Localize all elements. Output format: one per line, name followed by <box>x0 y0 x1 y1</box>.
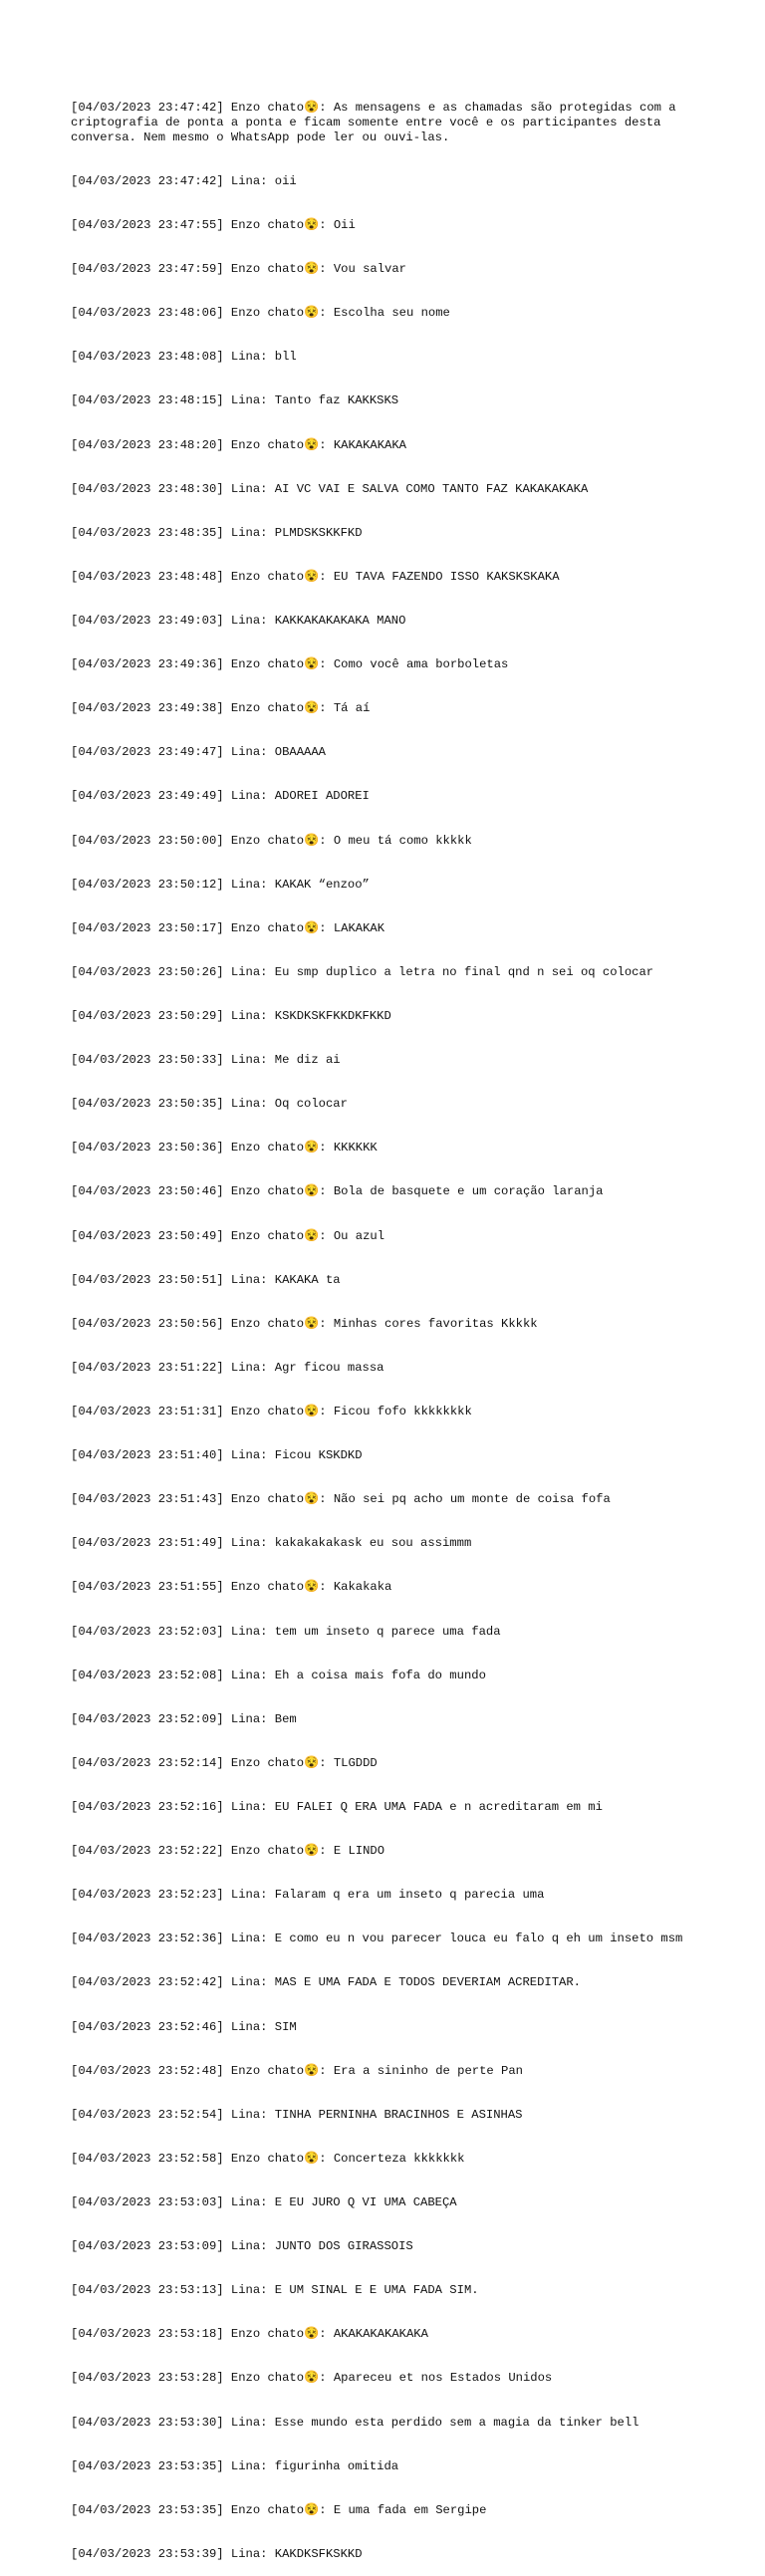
message-line: [04/03/2023 23:53:35] Lina: figurinha omitida <box>71 2458 399 2473</box>
message-line: [04/03/2023 23:51:40] Lina: Ficou KSKDKD <box>71 1448 363 1463</box>
message-line: [04/03/2023 23:50:29] Lina: KSKDKSKFKKDKFKKD <box>71 1009 391 1023</box>
message-line: [04/03/2023 23:52:36] Lina: E como eu n vou parecer louca eu falo q eh um inseto msm <box>71 1932 683 1946</box>
message-line: [04/03/2023 23:48:48] Enzo chato😵: EU TAVA FAZENDO ISSO KAKSKSKAKA <box>71 569 560 584</box>
message-line: [04/03/2023 23:50:35] Lina: Oq colocar <box>71 1097 348 1112</box>
message-line: [04/03/2023 23:49:03] Lina: KAKKAKAKAKAKA MANO <box>71 614 406 629</box>
message-line: [04/03/2023 23:53:09] Lina: JUNTO DOS GIRASSOIS <box>71 2239 413 2254</box>
message-line: [04/03/2023 23:52:14] Enzo chato😵: TLGDDD <box>71 1755 378 1770</box>
message-line: [04/03/2023 23:50:49] Enzo chato😵: Ou azul <box>71 1228 385 1243</box>
message-line: [04/03/2023 23:52:08] Lina: Eh a coisa mais fofa do mundo <box>71 1668 486 1682</box>
message-line: [04/03/2023 23:50:56] Enzo chato😵: Minhas cores favoritas Kkkkk <box>71 1316 538 1331</box>
message-line: [04/03/2023 23:49:47] Lina: OBAAAAA <box>71 745 326 760</box>
message-line: [04/03/2023 23:52:46] Lina: SIM <box>71 2019 297 2034</box>
message-line: [04/03/2023 23:53:13] Lina: E UM SINAL E E UMA FADA SIM. <box>71 2283 479 2298</box>
message-line: [04/03/2023 23:53:30] Lina: Esse mundo esta perdido sem a magia da tinker bell <box>71 2415 639 2430</box>
message-line: [04/03/2023 23:48:35] Lina: PLMDSKSKKFKD <box>71 525 363 540</box>
message-line: [04/03/2023 23:52:09] Lina: Bem <box>71 1711 297 1726</box>
message-line: [04/03/2023 23:48:30] Lina: AI VC VAI E SALVA COMO TANTO FAZ KAKAKAKAKA <box>71 481 589 496</box>
message-line: [04/03/2023 23:52:42] Lina: MAS E UMA FADA E TODOS DEVERIAM ACREDITAR. <box>71 1975 581 1990</box>
message-line: [04/03/2023 23:52:48] Enzo chato😵: Era a sininho de perte Pan <box>71 2063 523 2078</box>
message-line: [04/03/2023 23:51:55] Enzo chato😵: Kakakaka <box>71 1580 392 1595</box>
message-line: [04/03/2023 23:50:26] Lina: Eu smp duplico a letra no final qnd n sei oq colocar <box>71 964 654 979</box>
message-line: [04/03/2023 23:50:00] Enzo chato😵: O meu tá como kkkkk <box>71 833 472 848</box>
message-line: [04/03/2023 23:53:35] Enzo chato😵: E uma fada em Sergipe <box>71 2502 487 2517</box>
message-line: [04/03/2023 23:48:20] Enzo chato😵: KAKAKAKAKA <box>71 437 406 452</box>
message-line: [04/03/2023 23:50:46] Enzo chato😵: Bola de basquete e um coração laranja <box>71 1184 604 1199</box>
message-line: [04/03/2023 23:49:38] Enzo chato😵: Tá aí <box>71 701 371 716</box>
message-line: [04/03/2023 23:52:23] Lina: Falaram q era um inseto q parecia uma <box>71 1888 545 1903</box>
message-line: [04/03/2023 23:51:22] Lina: Agr ficou massa <box>71 1360 384 1375</box>
message-line: [04/03/2023 23:47:42] Enzo chato😵: As mensagens e as chamadas são protegidas com a criptografia de ponta a ponta e ficam somente entre você e os participantes desta conversa. Nem mesmo o WhatsApp pode ler ou ouvi-las. <box>71 101 683 144</box>
message-line: [04/03/2023 23:50:17] Enzo chato😵: LAKAKAK <box>71 920 385 935</box>
message-line: [04/03/2023 23:47:42] Lina: oii <box>71 173 297 188</box>
message-line: [04/03/2023 23:53:18] Enzo chato😵: AKAKAKAKAKAKA <box>71 2327 428 2342</box>
message-line: [04/03/2023 23:47:55] Enzo chato😵: Oii <box>71 218 356 233</box>
message-line: [04/03/2023 23:53:28] Enzo chato😵: Apareceu et nos Estados Unidos <box>71 2371 553 2386</box>
message-line: [04/03/2023 23:48:15] Lina: Tanto faz KAKKSKS <box>71 393 399 408</box>
message-line: [04/03/2023 23:47:59] Enzo chato😵: Vou salvar <box>71 262 406 277</box>
message-line: [04/03/2023 23:52:22] Enzo chato😵: E LINDO <box>71 1844 385 1859</box>
chat-transcript <box>71 72 698 2576</box>
message-line: [04/03/2023 23:48:06] Enzo chato😵: Escolha seu nome <box>71 306 450 321</box>
message-line: [04/03/2023 23:50:51] Lina: KAKAKA ta <box>71 1272 341 1287</box>
message-line: [04/03/2023 23:53:39] Lina: KAKDKSFKSKKD <box>71 2546 363 2561</box>
message-line: [04/03/2023 23:52:16] Lina: EU FALEI Q ERA UMA FADA e n acreditaram em mi <box>71 1799 603 1814</box>
message-line: [04/03/2023 23:48:08] Lina: bll <box>71 350 297 365</box>
message-line: [04/03/2023 23:50:12] Lina: KAKAK “enzoo” <box>71 877 370 892</box>
message-line: [04/03/2023 23:52:58] Enzo chato😵: Concerteza kkkkkkk <box>71 2151 465 2166</box>
message-line: [04/03/2023 23:51:49] Lina: kakakakakask eu sou assimmm <box>71 1536 472 1551</box>
message-line: [04/03/2023 23:51:43] Enzo chato😵: Não sei pq acho um monte de coisa fofa <box>71 1492 611 1507</box>
message-line: [04/03/2023 23:50:33] Lina: Me diz ai <box>71 1053 341 1068</box>
message-line: [04/03/2023 23:52:03] Lina: tem um inseto q parece uma fada <box>71 1624 501 1639</box>
message-line: [04/03/2023 23:50:36] Enzo chato😵: KKKKKK <box>71 1141 378 1156</box>
message-line: [04/03/2023 23:49:49] Lina: ADOREI ADOREI <box>71 789 370 804</box>
message-line: [04/03/2023 23:51:31] Enzo chato😵: Ficou fofo kkkkkkkk <box>71 1404 472 1418</box>
message-line: [04/03/2023 23:53:03] Lina: E EU JURO Q VI UMA CABEÇA <box>71 2194 457 2209</box>
message-line: [04/03/2023 23:49:36] Enzo chato😵: Como você ama borboletas <box>71 657 509 672</box>
message-line: [04/03/2023 23:52:54] Lina: TINHA PERNINHA BRACINHOS E ASINHAS <box>71 2107 523 2122</box>
